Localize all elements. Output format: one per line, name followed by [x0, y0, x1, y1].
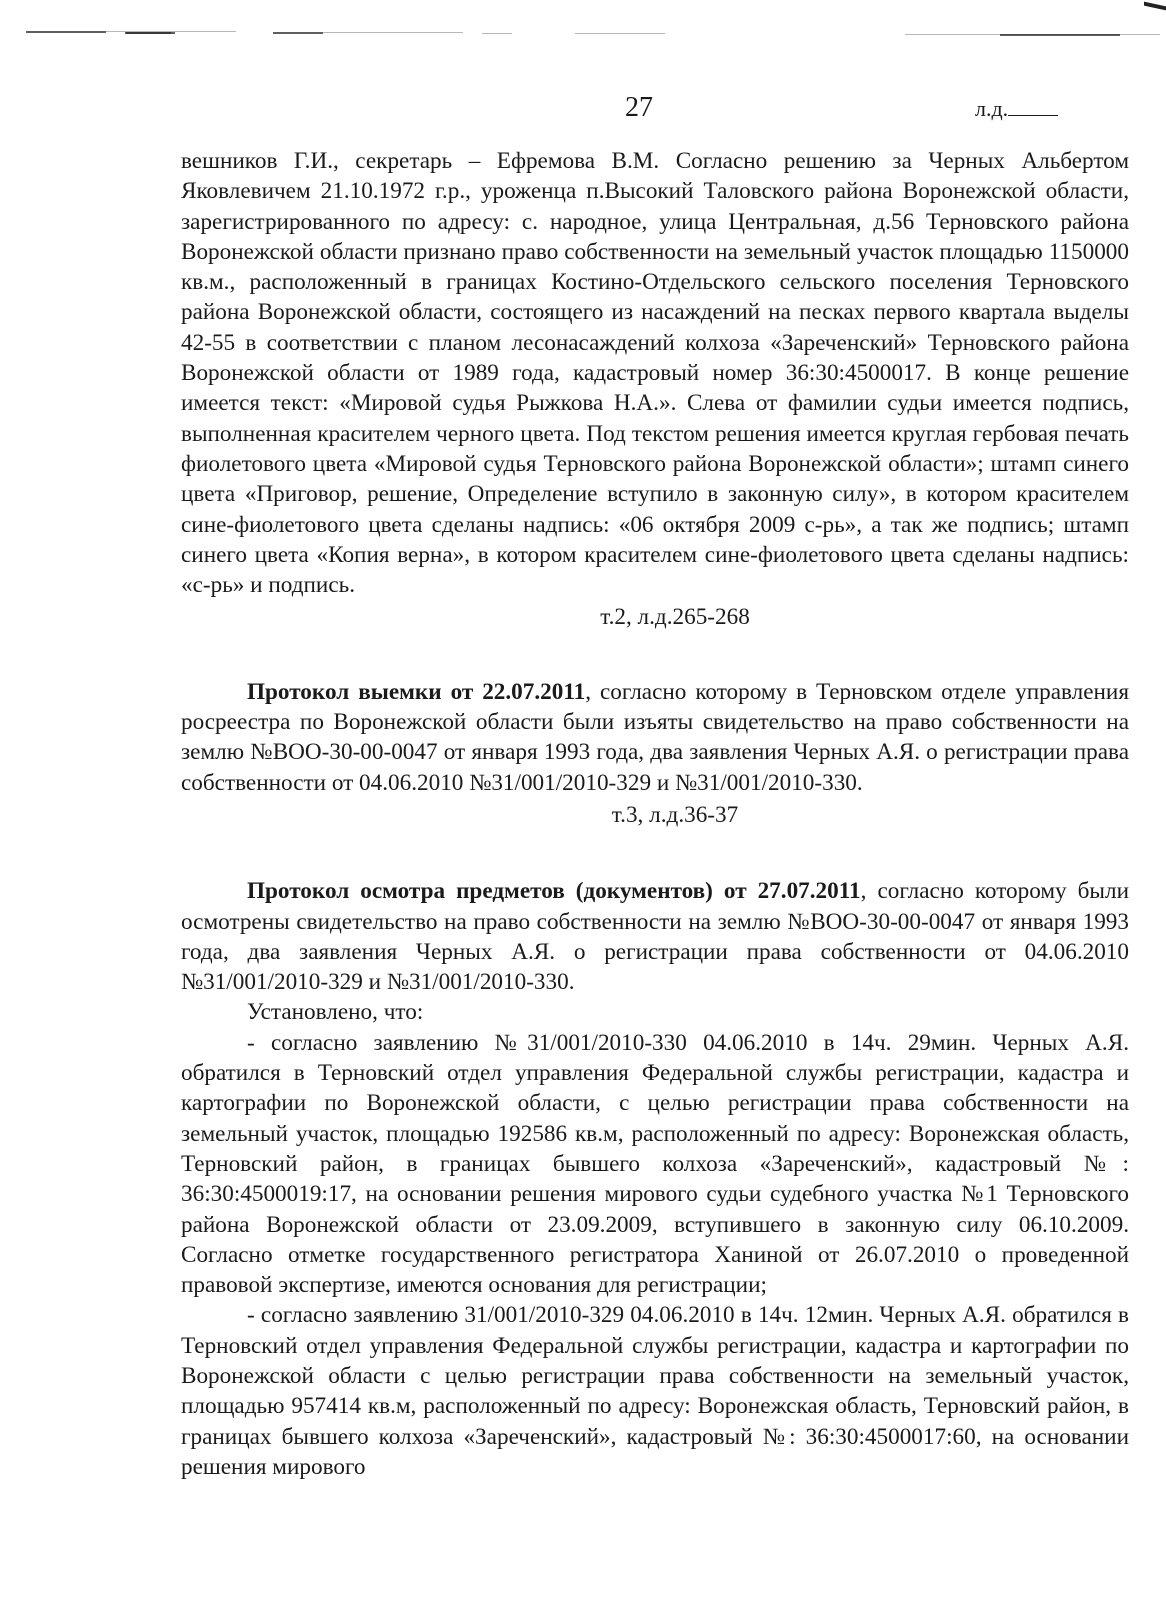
scan-artifact-line — [575, 33, 665, 34]
document-body — [181, 146, 1129, 1482]
scan-artifact-line — [482, 33, 512, 34]
inspection-protocol-title: Протокол осмотра предметов (документов) от 27.07.2011 — [247, 878, 861, 905]
case-reference: т.2, л.д.265-268 — [600, 604, 750, 631]
sheet-number-blank — [1008, 97, 1058, 116]
scan-artifact-line — [126, 32, 171, 34]
sheet-label — [975, 96, 1058, 122]
inspection-protocol-paragraph — [181, 876, 1129, 997]
intro-paragraph: вешников Г.И., секретарь – Ефремова В.М. Согласно решению за Черных Альбертом Яковлевичем 21.10.1972 г.р., уроженца п.Высокий Таловского района Воронежской области, зарегистрированного по адресу: с. народное, улица Центральная, д.56 Терновского района Воронежской области признано право собственности на земельный участок площадью 1150000 кв.м., расположенный в границах Костино-Отдельского сельского поселения Терновского района Воронежской области, состоящего из насаждений на песках первого квартала выделы 42-55 в соответствии с планом лесонасаждений колхоза «Зареченский» Терновского района Воронежской области от 1989 года, кадастровый номер 36:30:4500017. В конце решение имеется текст: «Мировой судья Рыжкова Н.А.». Слева от фамилии судьи имеется подпись, выполненная красителем черного цвета. Под текстом решения имеется круглая гербовая печать фиолетового цвета «Мировой судья Терновского района Воронежской области»; штамп синего цвета «Приговор, решение, Определение вступило в законную силу», в котором красителем сине-фиолетового цвета сделаны надпись: «06 октября 2009 с-рь», а так же подпись; штамп синего цвета «Копия верна», в котором красителем сине-фиолетового цвета сделаны надпись: «с-рь» и подпись. — [181, 148, 1129, 599]
established-label: Установлено, что: — [247, 999, 424, 1026]
scan-corner-mark — [1144, 2, 1166, 11]
scan-artifact-line — [1000, 34, 1120, 36]
inspection-protocol-text: , согласно которому были осмотрены свидетельство на право собственности на землю №ВОО-30-00-0047 от января 1993 года, два заявления Черных А.Я. о регистрации права собственности от 04.06.2010 №31/001/2010-329 и №31/001/2010-330. — [181, 878, 1129, 996]
scan-artifact-line — [26, 31, 106, 33]
spacer — [181, 830, 1129, 876]
sheet-label-text: л.д. — [975, 96, 1009, 121]
seizure-protocol-text: , согласно которому в Терновском отделе управления росреестра по Воронежской области были изъяты свидетельство на право собственности на землю №ВОО-30-00-0047 от января 1993 года, два заявления Черных А.Я. о регистрации права собственности от 04.06.2010 №31/001/2010-329 и №31/001/2010-330. — [181, 678, 1129, 796]
finding-item: - согласно заявлению 31/001/2010-329 04.06.2010 в 14ч. 12мин. Черных А.Я. обратился в Терновский отдел управления Федеральной службы регистрации, кадастра и картографии по Воронежской области с целью регистрации права собственности на земельный участок, площадью 957414 кв.м, расположенный по адресу: Воронежская область, Терновский район, в границах бывшего колхоза «Зареченский», кадастровый №: 36:30:4500017:60, на основании решения мирового — [181, 1302, 1129, 1480]
seizure-protocol-title: Протокол выемки от 22.07.2011 — [247, 678, 586, 705]
finding-item: - согласно заявлению №31/001/2010-330 04.06.2010 в 14ч. 29мин. Черных А.Я. обратился в Терновский отдел управления Федеральной службы регистрации, кадастра и картографии по Воронежской области, с целью регистрации права собственности на земельный участок, площадью 192586 кв.м, расположенный по адресу: Воронежская область, Терновский район, в границах бывшего колхоза «Зареченский», кадастровый №: 36:30:4500019:17, на основании решения мирового судьи судебного участка №1 Терновского района Воронежской области от 23.09.2009, вступившего в законную силу 06.10.2009. Согласно отметке государственного регистратора Ханиной от 26.07.2010 о проведенной правовой экспертизе, имеются основания для регистрации; — [181, 1029, 1129, 1299]
page-number: 27 — [625, 92, 653, 123]
case-reference: т.3, л.д.36-37 — [611, 801, 739, 828]
scan-artifact-line — [323, 32, 463, 33]
scan-artifact-line — [273, 32, 323, 34]
spacer — [181, 633, 1129, 677]
seizure-protocol-paragraph — [181, 677, 1129, 798]
